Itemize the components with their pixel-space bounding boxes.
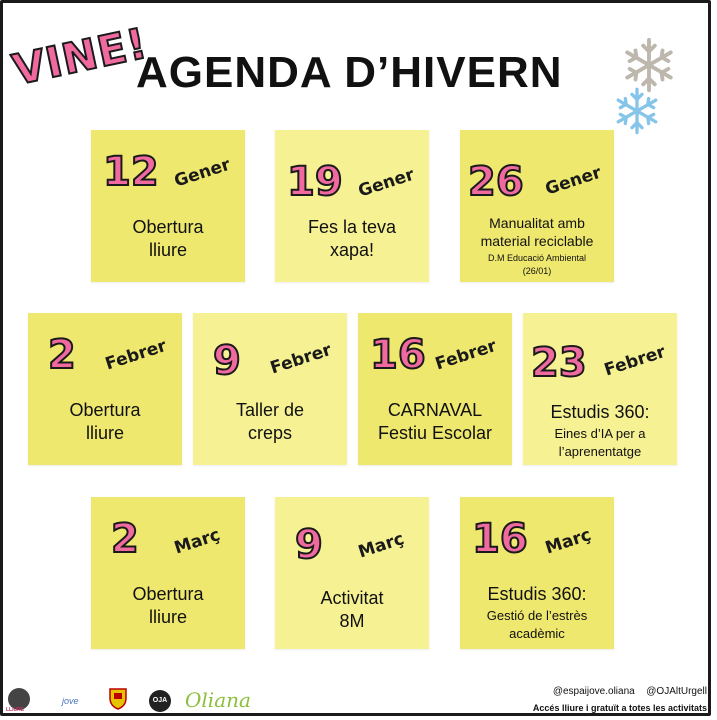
event-month: Març <box>355 529 407 563</box>
event-label: Obertura lliure <box>69 400 141 444</box>
event-label: Taller de creps <box>235 400 305 444</box>
event-month: Gener <box>355 164 417 202</box>
event-day: 26 <box>468 159 524 205</box>
event-label: Estudis 360: <box>550 402 650 422</box>
oliana-logo: Oliana <box>185 688 251 712</box>
event-label: Estudis 360: <box>487 584 587 604</box>
event-label: Fes la teva xapa! <box>307 217 397 261</box>
snowflake-blue-icon <box>612 86 662 136</box>
event-card-9-marc <box>275 497 429 649</box>
event-day: 23 <box>531 340 587 386</box>
lliure-logo-text: LLIURE <box>6 707 25 713</box>
event-day: 16 <box>370 332 426 378</box>
event-label: CARNAVAL Festiu Escolar <box>377 400 493 444</box>
event-label: Obertura lliure <box>132 584 204 628</box>
event-day: 9 <box>213 338 241 384</box>
event-month: Març <box>542 525 594 559</box>
event-card-12-gener <box>91 130 245 282</box>
event-card-23-febrer <box>523 313 677 465</box>
event-label: Obertura lliure <box>132 217 204 261</box>
event-month: Gener <box>171 154 233 192</box>
event-subtitle: Eines d’IA per a l’aprenentatge <box>554 426 646 459</box>
vine-heading: VINE! <box>8 18 152 95</box>
handle-ojaltu[interactable]: @OJAltUrgell <box>646 686 707 697</box>
event-card-16-febrer <box>358 313 512 465</box>
handle-espaijove[interactable]: @espaijove.oliana <box>552 686 635 697</box>
event-day: 2 <box>48 332 76 378</box>
event-card-9-febrer <box>193 313 347 465</box>
event-subtitle: Gestió de l’estrès acadèmic <box>486 608 588 641</box>
event-card-2-febrer <box>28 313 182 465</box>
event-card-19-gener <box>275 130 429 282</box>
event-label: Activitat 8M <box>320 588 384 632</box>
event-card-2-marc <box>91 497 245 649</box>
oja-logo: OJA <box>149 690 171 712</box>
event-month: Febrer <box>102 336 169 375</box>
coat-of-arms-icon <box>108 686 128 710</box>
event-month: Febrer <box>267 340 334 379</box>
event-card-16-marc <box>460 497 614 649</box>
espai-jove-logo: jove <box>62 696 79 706</box>
event-month: Febrer <box>432 336 499 375</box>
event-day: 9 <box>295 522 323 568</box>
event-label: Manualitat amb material reciclable <box>480 215 594 250</box>
event-day: 12 <box>103 149 159 195</box>
event-day: 19 <box>287 159 343 205</box>
event-month: Març <box>171 525 223 559</box>
social-handles <box>553 686 707 697</box>
event-day: 16 <box>472 516 528 562</box>
event-note: D.M Educació Ambiental (26/01) <box>487 253 587 276</box>
event-card-26-gener <box>460 130 614 282</box>
event-month: Febrer <box>601 342 668 381</box>
access-note: Accés lliure i gratuït a totes les activitats <box>532 703 707 713</box>
event-month: Gener <box>542 162 604 200</box>
event-day: 2 <box>111 516 139 562</box>
page-title: AGENDA D’HIVERN <box>136 48 563 97</box>
